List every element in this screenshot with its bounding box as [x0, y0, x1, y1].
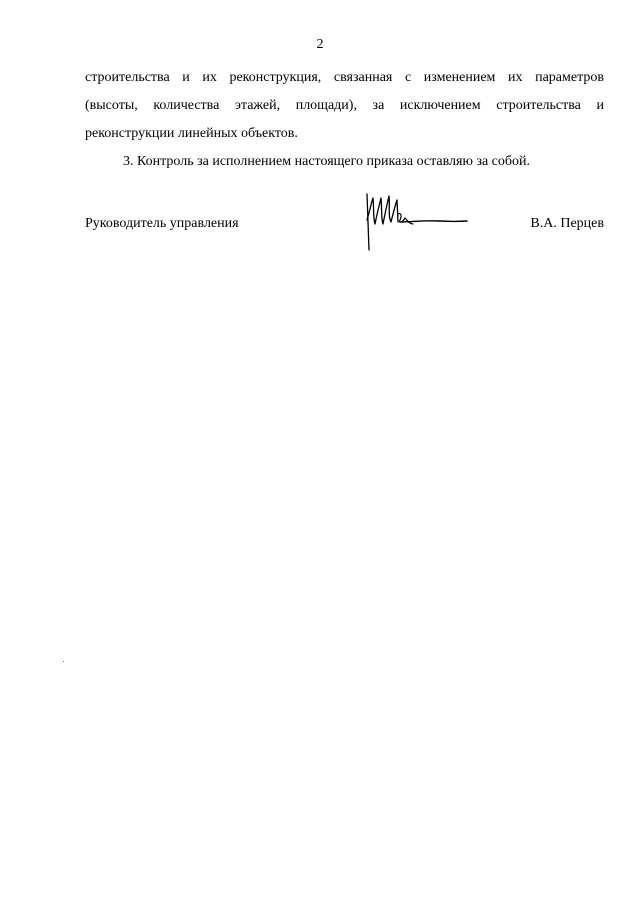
page-number: 2: [316, 37, 324, 52]
scan-artifact: [63, 661, 64, 662]
signatory-name: В.А. Перцев: [530, 216, 604, 231]
text-line: (высоты, количества этажей, площади), за исключением строительства и: [85, 98, 604, 113]
signatory-position: Руководитель управления: [85, 216, 239, 231]
text-line: реконструкции линейных объектов.: [85, 126, 298, 141]
paragraph-item-3: 3. Контроль за исполнением настоящего приказа оставляю за собой.: [123, 154, 531, 169]
document-body: [85, 64, 604, 176]
handwritten-signature: [361, 184, 471, 254]
signature-block: [85, 214, 604, 254]
text-line: строительства и их реконструкция, связанная с изменением их параметров: [85, 70, 604, 85]
paragraph-continuation: [85, 64, 604, 148]
